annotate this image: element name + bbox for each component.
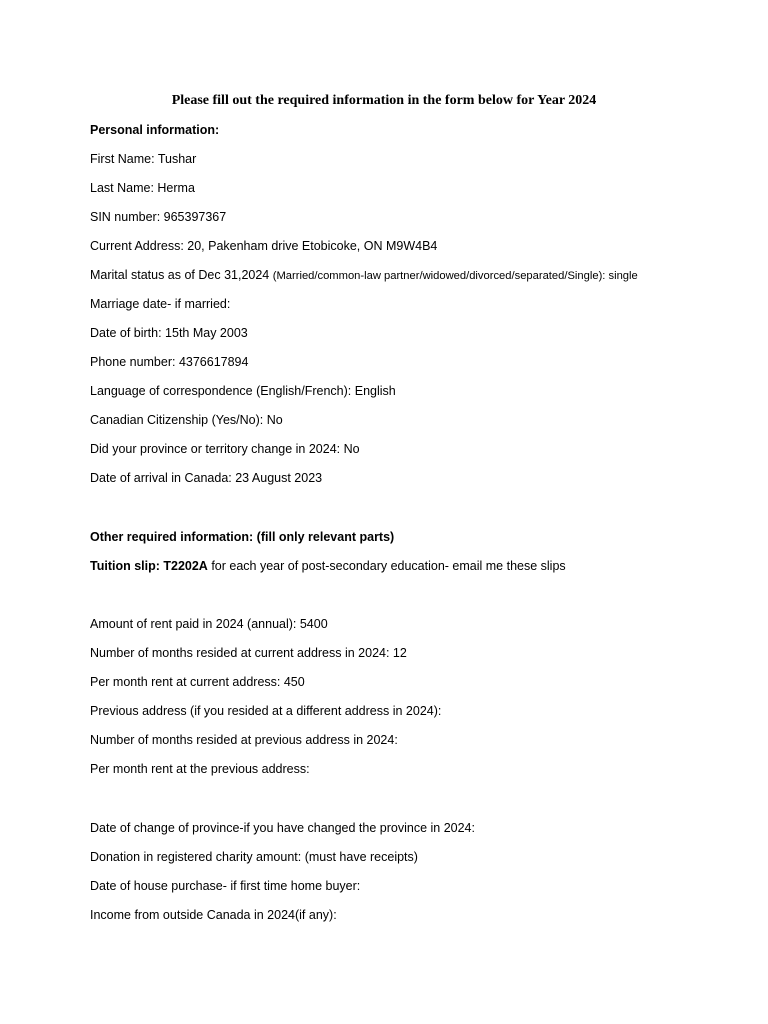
previous-address-line: Previous address (if you resided at a different address in 2024):	[90, 704, 442, 718]
rent-previous-address-line: Per month rent at the previous address:	[90, 762, 310, 776]
house-purchase-line: Date of house purchase- if first time home buyer:	[90, 879, 361, 893]
months-current-address-line: Number of months resided at current address in 2024: 12	[90, 646, 407, 660]
rent-current-address-line: Per month rent at current address: 450	[90, 675, 305, 689]
arrival-date-line: Date of arrival in Canada: 23 August 2023	[90, 471, 323, 485]
donation-line: Donation in registered charity amount: (must have receipts)	[90, 850, 418, 864]
form-title: Please fill out the required information in the form below for Year 2024	[171, 93, 597, 108]
personal-information-heading: Personal information:	[90, 123, 220, 137]
last-name-line: Last Name: Herma	[90, 181, 195, 195]
marital-status-label: Marital status as of Dec 31,2024	[90, 268, 273, 282]
marital-status-line	[90, 266, 638, 285]
province-change-line: Did your province or territory change in 2024: No	[90, 442, 360, 456]
rent-paid-line: Amount of rent paid in 2024 (annual): 5400	[90, 617, 328, 631]
other-information-heading: Other required information: (fill only relevant parts)	[90, 530, 395, 544]
months-previous-address-line: Number of months resided at previous address in 2024:	[90, 733, 398, 747]
marriage-date-line: Marriage date- if married:	[90, 297, 231, 311]
first-name-line: First Name: Tushar	[90, 152, 197, 166]
date-of-birth-line: Date of birth: 15th May 2003	[90, 326, 248, 340]
citizenship-line: Canadian Citizenship (Yes/No): No	[90, 413, 283, 427]
language-line: Language of correspondence (English/French): English	[90, 384, 396, 398]
phone-number-line: Phone number: 4376617894	[90, 355, 249, 369]
marital-status-options: (Married/common-law partner/widowed/divorced/separated/Single): single	[272, 270, 638, 282]
foreign-income-line: Income from outside Canada in 2024(if any):	[90, 908, 337, 922]
tuition-slip-label: Tuition slip: T2202A	[90, 559, 208, 573]
province-change-date-line: Date of change of province-if you have changed the province in 2024:	[90, 821, 475, 835]
tuition-slip-line	[90, 557, 566, 575]
sin-number-line: SIN number: 965397367	[90, 210, 227, 224]
tuition-slip-text: for each year of post-secondary education- email me these slips	[207, 559, 566, 573]
current-address-line: Current Address: 20, Pakenham drive Etobicoke, ON M9W4B4	[90, 239, 438, 253]
